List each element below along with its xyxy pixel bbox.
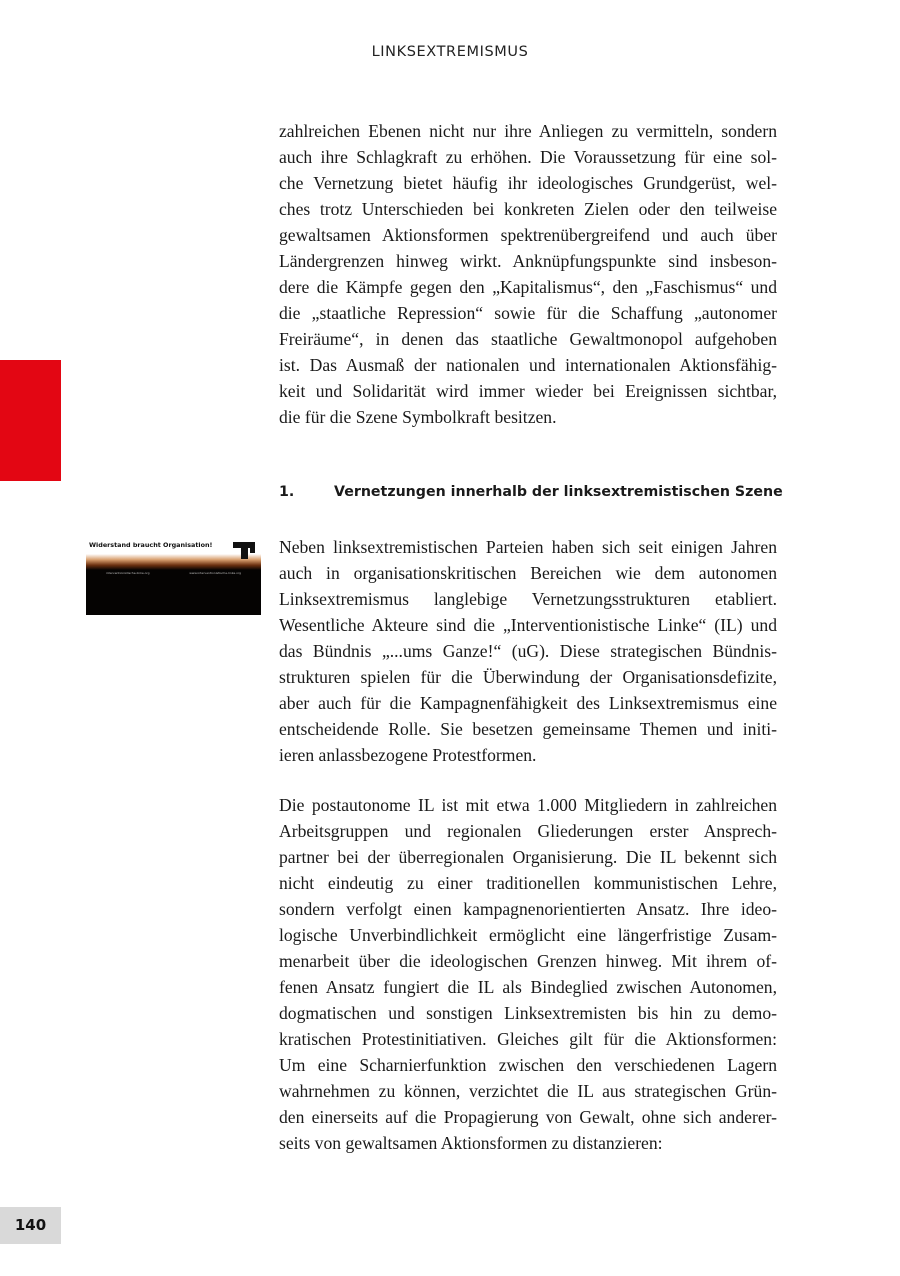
text-line: Um eine Scharnierfunktion zwischen den verschiedenen Lagern <box>279 1055 777 1075</box>
poster-slogan: Widerstand braucht Organisation! <box>89 541 213 549</box>
running-header: LINKSEXTREMISMUS <box>371 44 529 60</box>
paragraph-2 <box>279 534 777 768</box>
section-number: 1. <box>279 484 295 500</box>
poster-link: interventionistische-linke.org <box>105 571 150 575</box>
text-line: den einerseits auf die Propagierung von Gewalt, ohne sich anderer- <box>279 1107 777 1127</box>
paragraph-1 <box>279 118 777 430</box>
text-line: Linksextremismus langlebige Vernetzungsstrukturen etabliert. <box>279 589 777 609</box>
text-line: Neben linksextremistischen Parteien haben sich seit einigen Jahren <box>279 537 777 557</box>
text-line: dogmatischen und sonstigen Linksextremisten bis hin zu demo- <box>279 1003 777 1023</box>
text-line: Arbeitsgruppen und regionalen Gliederungen erster Ansprech- <box>279 821 777 841</box>
text-line: fenen Ansatz fungiert die IL als Bindeglied zwischen Autonomen, <box>279 977 777 997</box>
text-line: Wesentliche Akteure sind die „Interventionistische Linke“ (IL) und <box>279 615 777 635</box>
text-line: sondern verfolgt einen kampagnenorientierten Ansatz. Ihre ideo- <box>279 899 777 919</box>
text-line: strukturen spielen für die Überwindung der Organisationsdefizite, <box>279 667 777 687</box>
text-line: wahrnehmen zu können, verzichtet die IL aus strategischen Grün- <box>279 1081 777 1101</box>
text-line: keit und Solidarität wird immer wieder bei Ereignissen sichtbar, <box>279 381 777 401</box>
text-line: seits von gewaltsamen Aktionsformen zu distanzieren: <box>279 1133 663 1153</box>
text-line: aber auch für die Kampagnenfähigkeit des Linksextremismus eine <box>279 693 777 713</box>
paragraph-3 <box>279 792 777 1156</box>
text-line: nicht eindeutig zu einer traditionellen kommunistischen Lehre, <box>279 873 777 893</box>
text-line: che Vernetzung bietet häufig ihr ideologisches Grundgerüst, wel- <box>279 173 777 193</box>
text-line: auch ihre Schlagkraft zu erhöhen. Die Voraussetzung für eine sol- <box>279 147 777 167</box>
page-number: 140 <box>0 1207 61 1244</box>
text-line: ieren anlassbezogene Protestformen. <box>279 745 537 765</box>
il-logo-icon <box>231 540 257 560</box>
text-line: dere die Kämpfe gegen den „Kapitalismus“, den „Faschismus“ und <box>279 277 777 297</box>
text-line: kratischen Protestinitiativen. Gleiches gilt für die Aktionsformen: <box>279 1029 777 1049</box>
poster-link: www.interventionistische-linke.org <box>189 571 242 575</box>
text-line: Freiräume“, in denen das staatliche Gewaltmonopol aufgehoben <box>279 329 777 349</box>
poster-image <box>86 536 261 615</box>
text-line: die für die Szene Symbolkraft besitzen. <box>279 407 557 427</box>
text-line: das Bündnis „...ums Ganze!“ (uG). Diese strategischen Bündnis- <box>279 641 777 661</box>
text-line: auch in organisationskritischen Bereichen wie dem autonomen <box>279 563 777 583</box>
chapter-marker <box>0 360 61 481</box>
section-title: Vernetzungen innerhalb der linksextremistischen Szene <box>334 484 783 500</box>
text-line: logische Unverbindlichkeit ermöglicht eine längerfristige Zusam- <box>279 925 777 945</box>
text-line: Die postautonome IL ist mit etwa 1.000 Mitgliedern in zahlreichen <box>279 795 777 815</box>
text-line: Ländergrenzen hinweg wirkt. Anknüpfungspunkte sind insbeson- <box>279 251 777 271</box>
text-line: zahlreichen Ebenen nicht nur ihre Anliegen zu vermitteln, sondern <box>279 121 777 141</box>
text-line: partner bei der überregionalen Organisierung. Die IL bekennt sich <box>279 847 777 867</box>
text-line: menarbeit über die ideologischen Grenzen hinweg. Mit ihrem of- <box>279 951 777 971</box>
text-line: entscheidende Rolle. Sie besetzen gemeinsame Themen und initi- <box>279 719 777 739</box>
text-line: ist. Das Ausmaß der nationalen und internationalen Aktionsfähig- <box>279 355 777 375</box>
text-line: ches trotz Unterschieden bei konkreten Zielen oder den teilweise <box>279 199 777 219</box>
text-line: gewaltsamen Aktionsformen spektrenübergreifend und auch über <box>279 225 777 245</box>
text-line: die „staatliche Repression“ sowie für die Schaffung „autonomer <box>279 303 777 323</box>
